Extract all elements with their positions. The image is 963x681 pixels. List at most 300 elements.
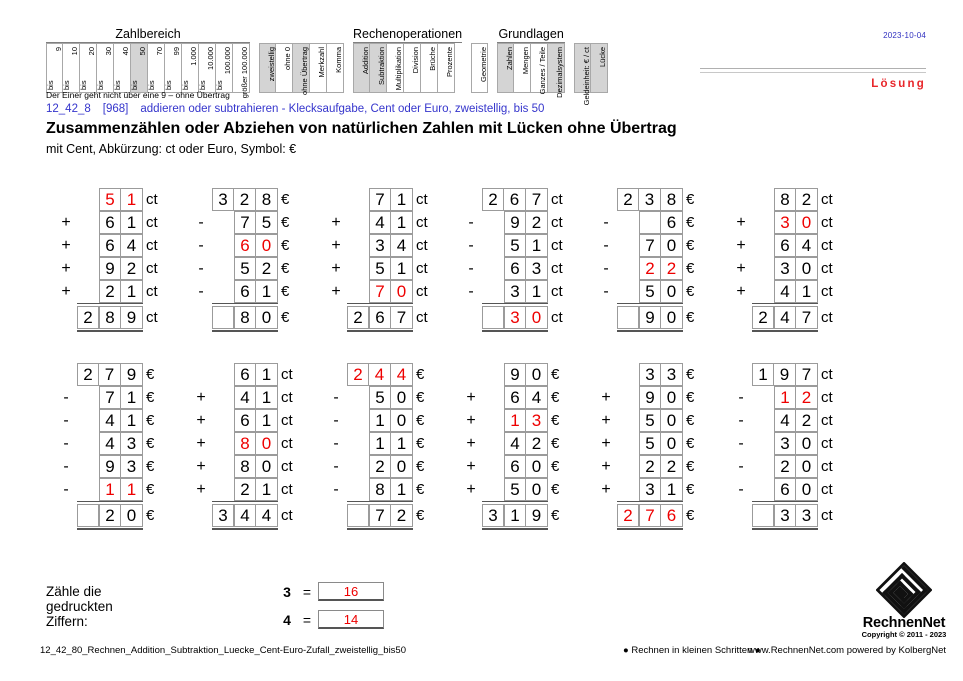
digit-cell[interactable] (77, 409, 99, 432)
digit-cell[interactable] (347, 211, 369, 234)
rechnennet-logo-icon (876, 562, 932, 618)
digit-cell[interactable]: 2 (526, 211, 548, 234)
digit-cell[interactable]: 0 (121, 504, 143, 527)
category-cell-30[interactable] (97, 43, 114, 93)
result-rule-above (212, 501, 278, 502)
digit-cell[interactable]: 4 (256, 504, 278, 527)
category-cell-sublabel: bis (215, 80, 224, 90)
digit-cell[interactable]: 7 (369, 188, 391, 211)
digit-cell[interactable]: 3 (121, 432, 143, 455)
digit-cell[interactable] (752, 478, 774, 501)
category-cell-ohne-0[interactable] (276, 43, 293, 93)
digit-cell[interactable] (617, 478, 639, 501)
digit-cell[interactable]: 5 (369, 386, 391, 409)
category-cell-komma[interactable] (327, 43, 344, 93)
digit-cell[interactable]: 4 (774, 409, 796, 432)
digit-cell[interactable]: 1 (391, 188, 413, 211)
digit-cell[interactable]: 1 (121, 188, 143, 211)
digit-cell[interactable]: 1 (369, 432, 391, 455)
digit-cell[interactable]: 0 (661, 280, 683, 303)
digit-cell[interactable] (347, 409, 369, 432)
digit-cell[interactable] (482, 386, 504, 409)
digit-cell[interactable]: 1 (504, 504, 526, 527)
digit-cell[interactable]: 1 (391, 478, 413, 501)
problem-operand-row (730, 188, 833, 211)
digit-cell[interactable] (482, 211, 504, 234)
digit-cell[interactable]: 1 (752, 363, 774, 386)
footer-url[interactable]: www.RechnenNet.com powered by KolbergNet (748, 645, 947, 656)
digit-cell[interactable]: 6 (504, 455, 526, 478)
category-group-title: Grundlagen (498, 27, 564, 41)
digit-cell[interactable]: 5 (256, 211, 278, 234)
digit-cell[interactable]: 0 (526, 455, 548, 478)
digit-cell[interactable] (617, 211, 639, 234)
category-cell-1-000[interactable] (182, 43, 199, 93)
result-underline (482, 330, 548, 332)
operator-sign: + (196, 458, 206, 475)
digit-cell[interactable] (752, 504, 774, 527)
digit-cell[interactable] (482, 455, 504, 478)
digit-cell[interactable] (752, 234, 774, 257)
digit-cell[interactable]: 6 (504, 386, 526, 409)
digit-cell[interactable]: 0 (526, 478, 548, 501)
digit-cell[interactable]: 5 (99, 188, 121, 211)
digit-cell[interactable]: 5 (639, 409, 661, 432)
digit-cell[interactable] (752, 386, 774, 409)
digit-cell[interactable]: 2 (526, 432, 548, 455)
digit-cell[interactable]: 3 (482, 504, 504, 527)
digit-cell[interactable]: 3 (212, 504, 234, 527)
digit-cell[interactable]: 0 (256, 432, 278, 455)
category-cell-addition[interactable] (353, 43, 370, 93)
currency-unit: ct (281, 389, 293, 406)
category-cell-sublabel: bis (181, 80, 190, 90)
digit-cell[interactable]: 3 (774, 432, 796, 455)
category-cell-100-000[interactable] (216, 43, 233, 93)
digit-cell[interactable] (347, 455, 369, 478)
digit-cell[interactable]: 3 (369, 234, 391, 257)
digit-cell[interactable]: 1 (99, 478, 121, 501)
digit-cell[interactable] (617, 280, 639, 303)
digit-cell[interactable] (482, 478, 504, 501)
digit-cell[interactable]: 4 (369, 363, 391, 386)
currency-unit: € (686, 389, 695, 406)
digit-cell[interactable]: 7 (639, 504, 661, 527)
digit-cell[interactable] (347, 432, 369, 455)
digit-cell[interactable]: 2 (617, 504, 639, 527)
category-cell-10[interactable] (63, 43, 80, 93)
digit-cell[interactable]: 1 (121, 386, 143, 409)
digit-cell[interactable]: 4 (774, 280, 796, 303)
operator-sign (730, 188, 752, 211)
digit-cell[interactable]: 2 (391, 504, 413, 527)
digit-cell[interactable]: 6 (661, 504, 683, 527)
digit-cell[interactable]: 2 (796, 409, 818, 432)
digit-cell[interactable]: 0 (661, 409, 683, 432)
category-cell-70[interactable] (148, 43, 165, 93)
digit-cell[interactable]: 1 (661, 478, 683, 501)
problem-operand-row (325, 432, 424, 455)
category-cell-10-000[interactable] (199, 43, 216, 93)
category-cell-geldeinheit-ct[interactable] (574, 43, 591, 106)
digit-cell[interactable] (482, 234, 504, 257)
digit-cell[interactable]: 1 (391, 211, 413, 234)
digit-cell[interactable] (617, 363, 639, 386)
digit-cell[interactable]: 9 (121, 306, 143, 329)
digit-cell[interactable] (617, 234, 639, 257)
category-cell-ganzes-teile[interactable] (531, 43, 548, 93)
digit-cell[interactable]: 6 (774, 234, 796, 257)
digit-cell[interactable] (347, 478, 369, 501)
currency-unit: ct (821, 507, 833, 524)
digit-cell[interactable] (212, 257, 234, 280)
digit-cell[interactable]: 0 (796, 432, 818, 455)
digit-cell[interactable] (752, 257, 774, 280)
digit-cell[interactable]: 8 (99, 306, 121, 329)
category-group (574, 26, 608, 106)
problem-operand-row (595, 211, 694, 234)
digit-cell[interactable]: 9 (526, 504, 548, 527)
digit-cell[interactable]: 2 (661, 455, 683, 478)
digit-cell[interactable]: 7 (99, 386, 121, 409)
digit-cell[interactable]: 1 (121, 211, 143, 234)
digit-cell[interactable]: 9 (99, 257, 121, 280)
digit-cell[interactable]: 3 (639, 188, 661, 211)
digit-cell[interactable]: 0 (391, 280, 413, 303)
digit-cell[interactable]: 6 (234, 363, 256, 386)
digit-cell[interactable] (212, 455, 234, 478)
digit-cell[interactable] (752, 432, 774, 455)
digit-cell[interactable]: 0 (661, 306, 683, 329)
digit-cell[interactable]: 0 (796, 257, 818, 280)
digit-cell[interactable] (752, 455, 774, 478)
digit-cell[interactable]: 5 (234, 257, 256, 280)
digit-cell[interactable]: 1 (796, 280, 818, 303)
digit-cell[interactable]: 2 (234, 188, 256, 211)
digit-cell[interactable]: 0 (391, 409, 413, 432)
digit-cell[interactable]: 8 (661, 188, 683, 211)
digit-cell[interactable] (617, 257, 639, 280)
digit-cell[interactable]: 0 (526, 306, 548, 329)
digit-cell[interactable] (77, 455, 99, 478)
digit-cell[interactable]: 0 (526, 363, 548, 386)
operator-sign: + (736, 283, 746, 300)
digit-cell[interactable]: 7 (99, 363, 121, 386)
category-cell-20[interactable] (80, 43, 97, 93)
problem-result-row (730, 306, 833, 329)
digit-cell[interactable] (77, 280, 99, 303)
category-cell-l-cke[interactable] (591, 43, 608, 93)
digit-cell[interactable] (482, 280, 504, 303)
category-cell-label: Addition (360, 47, 370, 75)
digit-cell[interactable]: 7 (526, 188, 548, 211)
category-cell-mengen[interactable] (514, 43, 531, 93)
digit-cell[interactable]: 6 (774, 478, 796, 501)
digit-cell[interactable]: 3 (121, 455, 143, 478)
digit-cell[interactable] (617, 455, 639, 478)
digit-cell[interactable]: 2 (639, 455, 661, 478)
problem-operand-row (55, 188, 158, 211)
digit-cell[interactable]: 2 (752, 306, 774, 329)
digit-cell[interactable]: 4 (796, 234, 818, 257)
digit-cell[interactable]: 1 (121, 280, 143, 303)
digit-cell[interactable]: 3 (526, 257, 548, 280)
digit-cell[interactable] (77, 478, 99, 501)
category-cell-label: Geometrie (478, 47, 488, 83)
digit-cell[interactable] (347, 257, 369, 280)
digit-cell[interactable] (617, 432, 639, 455)
digit-cell[interactable]: 0 (391, 386, 413, 409)
digit-cell[interactable]: 1 (121, 409, 143, 432)
digit-cell[interactable] (347, 188, 369, 211)
digit-cell[interactable] (617, 409, 639, 432)
digit-cell[interactable]: 0 (796, 455, 818, 478)
digit-cell[interactable]: 9 (639, 386, 661, 409)
count-instruction: Zähle die gedruckten Ziffern: (46, 584, 113, 629)
digit-cell[interactable] (212, 409, 234, 432)
digit-cell[interactable] (752, 188, 774, 211)
digit-cell[interactable]: 3 (504, 306, 526, 329)
digit-cell[interactable]: 6 (504, 257, 526, 280)
digit-cell[interactable]: 1 (256, 409, 278, 432)
category-cell-gr-er-100-000[interactable] (233, 43, 250, 99)
digit-cell[interactable]: 9 (121, 363, 143, 386)
category-cell-label: Merkzahl (317, 47, 326, 78)
digit-cell[interactable]: 4 (526, 386, 548, 409)
digit-cell[interactable]: 8 (234, 432, 256, 455)
digit-cell[interactable]: 8 (369, 478, 391, 501)
digit-cell[interactable]: 1 (774, 386, 796, 409)
digit-cell[interactable] (347, 234, 369, 257)
digit-cell[interactable]: 4 (234, 504, 256, 527)
digit-cell[interactable] (77, 386, 99, 409)
digit-cell[interactable]: 4 (121, 234, 143, 257)
category-cell-zweistellig[interactable] (259, 43, 276, 93)
category-cell-40[interactable] (114, 43, 131, 93)
digit-cell[interactable]: 2 (482, 188, 504, 211)
digit-cell[interactable]: 0 (796, 211, 818, 234)
digit-cell[interactable] (77, 432, 99, 455)
digit-cell[interactable]: 1 (256, 386, 278, 409)
digit-cell[interactable]: 1 (369, 409, 391, 432)
digit-cell[interactable]: 3 (774, 211, 796, 234)
digit-cell[interactable]: 2 (774, 455, 796, 478)
operator-sign: + (331, 260, 341, 277)
operator-sign (595, 306, 617, 329)
digit-cell[interactable]: 2 (121, 257, 143, 280)
digit-cell[interactable] (212, 280, 234, 303)
digit-cell[interactable]: 5 (369, 257, 391, 280)
digit-cell[interactable]: 9 (504, 363, 526, 386)
digit-cell[interactable]: 4 (99, 409, 121, 432)
digit-cell[interactable] (347, 280, 369, 303)
digit-cell[interactable]: 3 (639, 363, 661, 386)
digit-cell[interactable]: 2 (661, 257, 683, 280)
category-cell-prozente[interactable] (438, 43, 455, 93)
digit-cell[interactable]: 3 (796, 504, 818, 527)
digit-cell[interactable]: 3 (504, 280, 526, 303)
digit-cell[interactable]: 0 (796, 478, 818, 501)
digit-cell[interactable]: 2 (99, 280, 121, 303)
digit-cell[interactable]: 3 (639, 478, 661, 501)
digit-cell[interactable]: 4 (391, 363, 413, 386)
digit-cell[interactable]: 2 (796, 386, 818, 409)
digit-cell[interactable]: 1 (391, 432, 413, 455)
digit-cell[interactable]: 3 (774, 257, 796, 280)
digit-cell[interactable]: 0 (661, 432, 683, 455)
digit-cell[interactable] (77, 504, 99, 527)
digit-cell[interactable]: 0 (256, 234, 278, 257)
digit-cell[interactable]: 7 (369, 280, 391, 303)
category-cell-99[interactable] (165, 43, 182, 93)
currency-unit: ct (821, 481, 833, 498)
digit-cell[interactable]: 2 (256, 257, 278, 280)
digit-cell[interactable]: 1 (526, 280, 548, 303)
digit-cell[interactable] (482, 306, 504, 329)
category-cell-br-che[interactable] (421, 43, 438, 93)
digit-cell[interactable] (482, 432, 504, 455)
digit-cell[interactable]: 6 (99, 211, 121, 234)
digit-cell[interactable]: 1 (256, 478, 278, 501)
digit-cell[interactable]: 6 (504, 188, 526, 211)
digit-cell[interactable] (212, 363, 234, 386)
category-cell-division[interactable] (404, 43, 421, 93)
digit-cell[interactable]: 0 (256, 455, 278, 478)
digit-cell[interactable] (77, 188, 99, 211)
digit-cell[interactable]: 4 (369, 211, 391, 234)
digit-cell[interactable] (347, 386, 369, 409)
digit-cell[interactable]: 2 (796, 188, 818, 211)
digit-cell[interactable] (77, 234, 99, 257)
digit-cell[interactable]: 2 (369, 455, 391, 478)
digit-cell[interactable]: 1 (121, 478, 143, 501)
digit-cell[interactable]: 8 (256, 188, 278, 211)
digit-cell[interactable]: 5 (639, 280, 661, 303)
digit-cell[interactable]: 1 (391, 257, 413, 280)
digit-cell[interactable] (482, 409, 504, 432)
digit-cell[interactable]: 5 (504, 234, 526, 257)
digit-cell[interactable]: 6 (234, 234, 256, 257)
digit-cell[interactable]: 6 (234, 280, 256, 303)
digit-cell[interactable]: 1 (504, 409, 526, 432)
digit-cell[interactable]: 9 (639, 306, 661, 329)
digit-cell[interactable]: 9 (774, 363, 796, 386)
digit-cell[interactable] (617, 306, 639, 329)
digit-cell[interactable]: 6 (369, 306, 391, 329)
digit-cell[interactable]: 4 (234, 386, 256, 409)
digit-cell[interactable]: 6 (661, 211, 683, 234)
digit-cell[interactable]: 4 (391, 234, 413, 257)
digit-cell[interactable] (212, 386, 234, 409)
digit-cell[interactable]: 7 (796, 306, 818, 329)
category-cell-50[interactable] (131, 43, 148, 93)
digit-cell[interactable]: 8 (234, 455, 256, 478)
digit-cell[interactable] (752, 211, 774, 234)
digit-cell[interactable] (639, 211, 661, 234)
digit-cell[interactable]: 7 (234, 211, 256, 234)
digit-cell[interactable]: 9 (99, 455, 121, 478)
currency-unit: ct (551, 191, 563, 208)
operator-sign: + (466, 389, 476, 406)
digit-cell[interactable]: 3 (526, 409, 548, 432)
digit-cell[interactable] (752, 409, 774, 432)
digit-cell[interactable]: 9 (504, 211, 526, 234)
digit-cell[interactable]: 5 (639, 432, 661, 455)
currency-unit: € (416, 389, 425, 406)
digit-cell[interactable]: 3 (774, 504, 796, 527)
digit-cell[interactable] (77, 257, 99, 280)
digit-cell[interactable]: 1 (256, 363, 278, 386)
digit-cell[interactable]: 7 (391, 306, 413, 329)
digit-cell[interactable]: 2 (77, 306, 99, 329)
category-cell-merkzahl[interactable] (310, 43, 327, 93)
digit-cell[interactable] (212, 234, 234, 257)
digit-cell[interactable]: 1 (526, 234, 548, 257)
digit-cell[interactable] (212, 478, 234, 501)
digit-cell[interactable]: 2 (639, 257, 661, 280)
digit-cell[interactable]: 4 (99, 432, 121, 455)
digit-cell[interactable] (347, 504, 369, 527)
digit-cell[interactable] (212, 432, 234, 455)
count-answer-box-2[interactable]: 14 (318, 610, 384, 629)
digit-cell[interactable]: 6 (99, 234, 121, 257)
digit-cell[interactable]: 0 (661, 386, 683, 409)
digit-cell[interactable]: 7 (639, 234, 661, 257)
problem-result-row (595, 306, 694, 329)
digit-cell[interactable]: 1 (256, 280, 278, 303)
digit-cell[interactable]: 2 (347, 363, 369, 386)
category-cell-multiplikation[interactable] (387, 43, 404, 93)
digit-cell[interactable]: 2 (77, 363, 99, 386)
category-cell-zahlen[interactable] (497, 43, 514, 93)
digit-cell[interactable] (77, 211, 99, 234)
digit-cell[interactable]: 4 (774, 306, 796, 329)
digit-cell[interactable]: 3 (661, 363, 683, 386)
digit-cell[interactable]: 3 (212, 188, 234, 211)
digit-cell[interactable]: 0 (661, 234, 683, 257)
digit-cell[interactable] (752, 280, 774, 303)
digit-cell[interactable]: 2 (617, 188, 639, 211)
digit-cell[interactable]: 2 (99, 504, 121, 527)
digit-cell[interactable] (212, 306, 234, 329)
result-underline (212, 330, 278, 332)
category-cell-9[interactable] (46, 43, 63, 93)
digit-cell[interactable]: 0 (256, 306, 278, 329)
digit-cell[interactable]: 0 (391, 455, 413, 478)
digit-cell[interactable] (482, 257, 504, 280)
currency-unit: ct (281, 458, 293, 475)
operator-sign (190, 504, 212, 527)
category-cell-ohne-bertrag[interactable] (293, 43, 310, 93)
digit-cell[interactable]: 7 (369, 504, 391, 527)
digit-cell[interactable]: 8 (774, 188, 796, 211)
count-answer-box-1[interactable]: 16 (318, 582, 384, 601)
category-cell-subtraktion[interactable] (370, 43, 387, 93)
currency-unit: € (281, 237, 290, 254)
digit-cell[interactable]: 2 (234, 478, 256, 501)
digit-cell[interactable] (617, 386, 639, 409)
digit-cell[interactable] (482, 363, 504, 386)
digit-cell[interactable]: 8 (234, 306, 256, 329)
digit-cell[interactable]: 2 (347, 306, 369, 329)
digit-cell[interactable]: 4 (504, 432, 526, 455)
digit-cell[interactable]: 5 (504, 478, 526, 501)
digit-cell[interactable]: 6 (234, 409, 256, 432)
digit-cell[interactable]: 7 (796, 363, 818, 386)
category-cell-dezimalsystem[interactable] (548, 43, 565, 98)
digit-cell[interactable] (212, 211, 234, 234)
category-cell-geometrie[interactable] (471, 43, 488, 93)
